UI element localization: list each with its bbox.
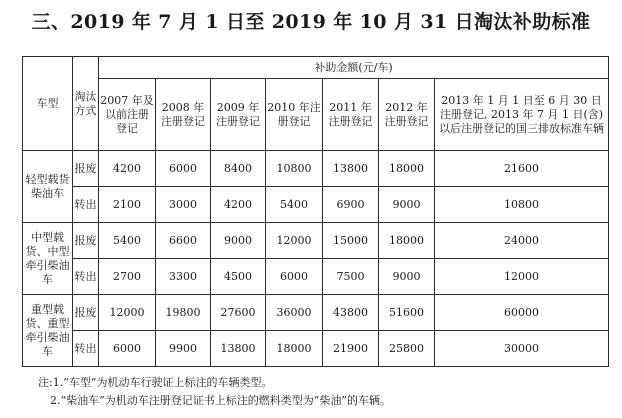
amount-cell: 19800 (156, 295, 211, 331)
amount-cell: 4200 (99, 151, 156, 187)
amount-cell: 6600 (156, 223, 211, 259)
amount-cell: 15000 (323, 223, 379, 259)
amount-cell: 27600 (211, 295, 266, 331)
amount-cell: 18000 (379, 223, 435, 259)
amount-cell: 21900 (323, 331, 379, 367)
amount-cell: 12000 (435, 259, 609, 295)
amount-cell: 9900 (156, 331, 211, 367)
header-period: 2009 年注册登记 (211, 79, 266, 151)
amount-cell: 5400 (99, 223, 156, 259)
table-row (23, 259, 609, 295)
amount-cell: 2100 (99, 187, 156, 223)
amount-cell: 51600 (379, 295, 435, 331)
amount-cell: 24000 (435, 223, 609, 259)
header-period: 2007 年及以前注册登记 (99, 79, 156, 151)
note-line: 注:1.“车型”为机动车行驶证上标注的车辆类型。 (38, 376, 273, 389)
vehicle-type-cell: 轻型载货柴油车 (23, 151, 73, 223)
amount-cell: 6900 (323, 187, 379, 223)
header-period: 2013 年 1 月 1 日至 6 月 30 日注册登记, 2013 年 7 月 1 日(含)以后注册登记的国三排放标准车辆 (435, 79, 609, 151)
table-row (23, 295, 609, 331)
amount-cell: 18000 (379, 151, 435, 187)
amount-cell: 6000 (99, 331, 156, 367)
amount-cell: 43800 (323, 295, 379, 331)
note-line: 2.“柴油车”为机动车注册登记证书上标注的燃料类型为“柴油”的车辆。 (50, 394, 391, 407)
amount-cell: 5400 (266, 187, 323, 223)
method-cell: 转出 (73, 187, 99, 223)
method-cell: 报废 (73, 295, 99, 331)
amount-cell: 13800 (323, 151, 379, 187)
amount-cell: 3000 (156, 187, 211, 223)
amount-cell: 4500 (211, 259, 266, 295)
subsidy-table (22, 56, 609, 367)
notes (38, 374, 391, 410)
amount-cell: 21600 (435, 151, 609, 187)
method-cell: 转出 (73, 331, 99, 367)
amount-cell: 10800 (266, 151, 323, 187)
amount-cell: 6000 (266, 259, 323, 295)
header-period: 2010 年注册登记 (266, 79, 323, 151)
amount-cell: 2700 (99, 259, 156, 295)
method-cell: 报废 (73, 223, 99, 259)
amount-cell: 3300 (156, 259, 211, 295)
amount-cell: 60000 (435, 295, 609, 331)
amount-cell: 9000 (379, 259, 435, 295)
amount-cell: 36000 (266, 295, 323, 331)
header-period: 2008 年注册登记 (156, 79, 211, 151)
amount-cell: 4200 (211, 187, 266, 223)
amount-cell: 10800 (435, 187, 609, 223)
header-method: 淘汰方式 (73, 57, 99, 151)
amount-cell: 12000 (266, 223, 323, 259)
vehicle-type-cell: 中型载货、中型牵引柴油车 (23, 223, 73, 295)
header-subsidy-amount: 补助金额(元/车) (99, 57, 609, 79)
table-row (23, 151, 609, 187)
method-cell: 转出 (73, 259, 99, 295)
header-vehicle-type: 车型 (23, 57, 73, 151)
amount-cell: 25800 (379, 331, 435, 367)
header-period: 2011 年注册登记 (323, 79, 379, 151)
amount-cell: 8400 (211, 151, 266, 187)
table-row (23, 331, 609, 367)
vehicle-type-cell: 重型载货、重型牵引柴油车 (23, 295, 73, 367)
amount-cell: 12000 (99, 295, 156, 331)
amount-cell: 7500 (323, 259, 379, 295)
amount-cell: 6000 (156, 151, 211, 187)
amount-cell: 18000 (266, 331, 323, 367)
amount-cell: 9000 (211, 223, 266, 259)
method-cell: 报废 (73, 151, 99, 187)
amount-cell: 9000 (379, 187, 435, 223)
page-title: 三、2019 年 7 月 1 日至 2019 年 10 月 31 日淘汰补助标准 (31, 11, 591, 33)
amount-cell: 13800 (211, 331, 266, 367)
table-row (23, 187, 609, 223)
header-period: 2012 年注册登记 (379, 79, 435, 151)
amount-cell: 30000 (435, 331, 609, 367)
table-row (23, 223, 609, 259)
